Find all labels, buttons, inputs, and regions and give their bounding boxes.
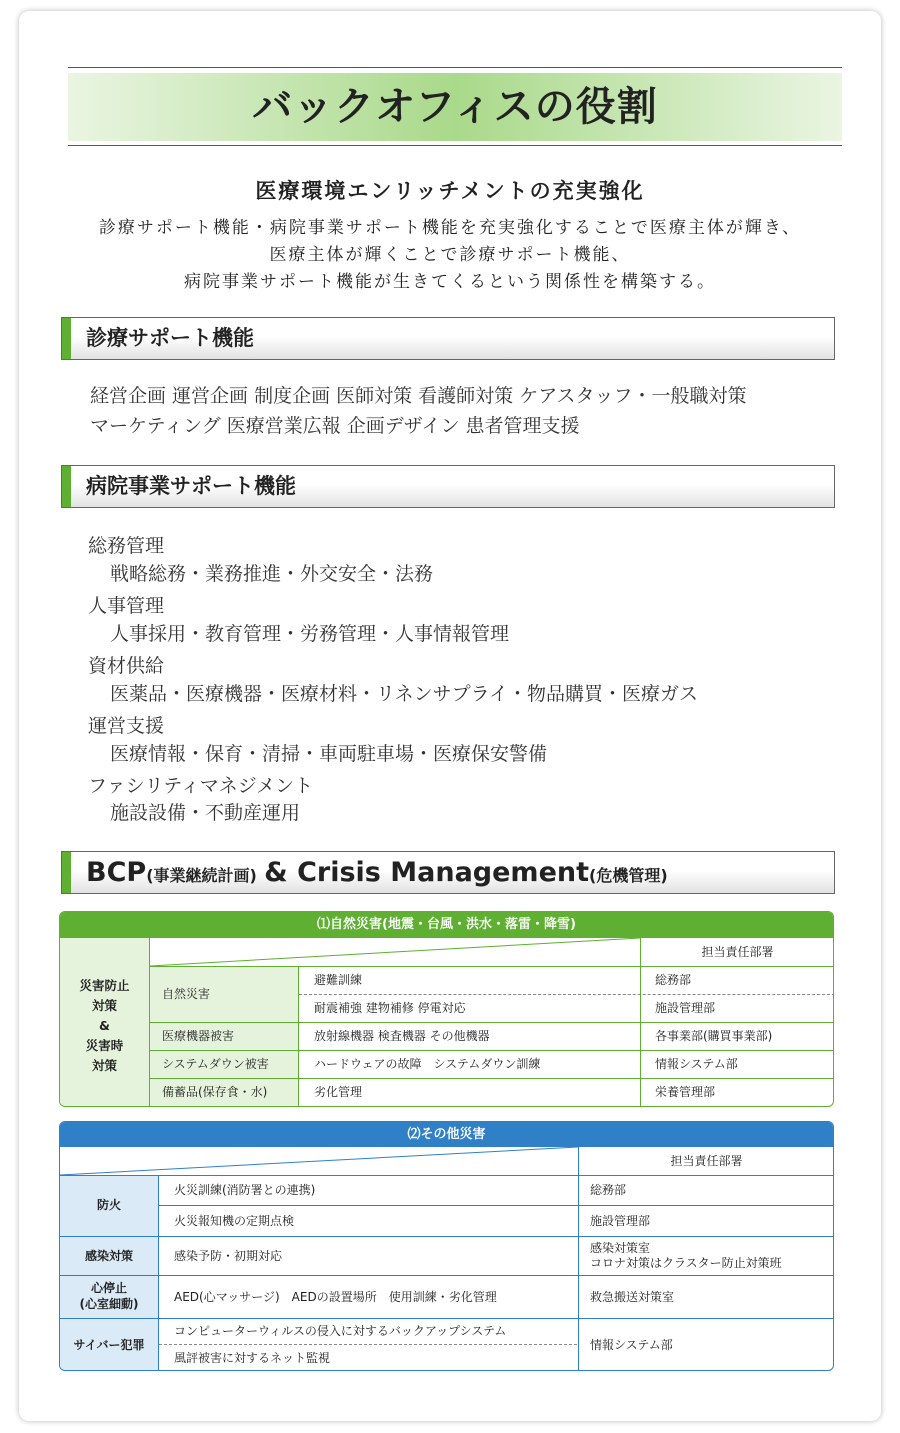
- category-line: 対策: [91, 1058, 117, 1073]
- infection-dept-line: 感染対策室: [590, 1241, 651, 1255]
- intro-line-2: 医療主体が輝くことで診療サポート機能、: [269, 245, 631, 265]
- section-clinical-support: [61, 317, 835, 360]
- disaster-dept: 総務部: [655, 973, 692, 987]
- infection-dept: [590, 1241, 782, 1271]
- page-title: バックオフィスの役割: [252, 84, 658, 130]
- crisis-label: & Crisis Management: [264, 857, 590, 888]
- diagonal-header-line: [150, 938, 640, 966]
- diagonal-header-line: [60, 1147, 578, 1175]
- disaster-type: 備蓄品(保存食・水): [162, 1085, 268, 1099]
- section-accent-bar: [62, 852, 71, 893]
- fire-action: 火災報知機の定期点検: [174, 1214, 295, 1228]
- category-line: 災害防止: [79, 978, 130, 993]
- bcp-subtext: (事業継続計画): [146, 866, 257, 885]
- group-title: ファシリティマネジメント: [88, 775, 314, 797]
- section-heading: [86, 852, 668, 896]
- group-detail: 戦略総務・業務推進・外交安全・法務: [110, 563, 434, 585]
- bcp-label: BCP: [86, 857, 147, 888]
- category-line: (心室細動): [79, 1297, 139, 1311]
- disaster-type: 自然災害: [162, 987, 211, 1001]
- group-title: 人事管理: [88, 595, 165, 617]
- fire-dept: 総務部: [590, 1183, 627, 1197]
- fire-action: 火災訓練(消防署との連携): [174, 1183, 316, 1197]
- disaster-action: 耐震補強 建物補修 停電対応: [314, 1001, 466, 1015]
- section-accent-bar: [62, 466, 71, 507]
- category-line: 災害時: [85, 1038, 124, 1053]
- table-header: ⑵その他災害: [60, 1122, 833, 1147]
- disaster-dept: 情報システム部: [655, 1057, 738, 1071]
- col-divider: [149, 938, 150, 1107]
- natural-disaster-table: [59, 911, 834, 1107]
- dept-header: 担当責任部署: [670, 1154, 743, 1168]
- table-header: ⑴自然災害(地震・台風・洪水・落雷・降雪): [60, 912, 833, 938]
- disaster-action: 放射線機器 検査機器 その他機器: [314, 1029, 490, 1043]
- category-infection: 感染対策: [84, 1249, 133, 1263]
- disaster-dept: 各事業部(購買事業部): [655, 1029, 773, 1043]
- section-accent-bar: [62, 318, 71, 359]
- infection-action: 感染予防・初期対応: [174, 1249, 283, 1263]
- disaster-dept: 栄養管理部: [655, 1085, 716, 1099]
- group-title: 総務管理: [88, 535, 165, 557]
- cyber-action: コンピューターウィルスの侵入に対するバックアップシステム: [174, 1324, 507, 1338]
- col-divider: [578, 1147, 579, 1371]
- crisis-subtext: (危機管理): [589, 866, 668, 885]
- group-detail: 人事採用・教育管理・労務管理・人事情報管理: [110, 623, 510, 645]
- disaster-action: ハードウェアの故障 システムダウン訓練: [314, 1057, 541, 1071]
- category-line: 対策: [91, 998, 117, 1013]
- col-divider: [298, 966, 299, 1107]
- fire-dept: 施設管理部: [590, 1214, 651, 1228]
- cardiac-dept: 救急搬送対策室: [590, 1290, 675, 1304]
- disaster-type: 医療機器被害: [162, 1029, 235, 1043]
- title-top-rule: [68, 67, 842, 68]
- category-label: [60, 976, 149, 1076]
- disaster-action: 劣化管理: [314, 1085, 363, 1099]
- section-heading: 診療サポート機能: [86, 326, 254, 350]
- section-heading: 病院事業サポート機能: [86, 474, 296, 498]
- section-bcp: [61, 851, 835, 894]
- disaster-type: システムダウン被害: [162, 1057, 269, 1071]
- subtitle: 医療環境エンリッチメントの充実強化: [255, 179, 645, 203]
- other-disaster-table: [59, 1121, 834, 1371]
- intro-line-1: 診療サポート機能・病院事業サポート機能を充実強化することで医療主体が輝き、: [98, 218, 802, 238]
- section-hospital-support: [61, 465, 835, 508]
- intro-line-3: 病院事業サポート機能が生きてくるという関係性を構築する。: [184, 272, 716, 292]
- group-title: 運営支援: [88, 715, 165, 737]
- title-bottom-rule: [68, 145, 842, 146]
- cardiac-action: AED(心マッサージ) AEDの設置場所 使用訓練・劣化管理: [174, 1290, 497, 1304]
- group-detail: 医療情報・保育・清掃・車両駐車場・医療保安警備: [110, 743, 548, 765]
- category-line: 心停止: [90, 1281, 127, 1295]
- col-divider: [640, 938, 641, 1107]
- clinical-support-line-2: マーケティング 医療営業広報 企画デザイン 患者管理支援: [90, 415, 580, 437]
- col-divider: [158, 1175, 159, 1371]
- group-detail: 施設設備・不動産運用: [110, 802, 301, 824]
- cyber-dept: 情報システム部: [590, 1338, 673, 1352]
- category-line: &: [99, 1018, 110, 1033]
- category-cardiac: [60, 1280, 158, 1312]
- group-title: 資材供給: [88, 655, 165, 677]
- disaster-dept: 施設管理部: [655, 1001, 716, 1015]
- row-divider: [149, 966, 834, 967]
- dept-header: 担当責任部署: [701, 945, 774, 959]
- group-detail: 医薬品・医療機器・医療材料・リネンサプライ・物品購買・医療ガス: [110, 683, 699, 705]
- category-cyber: サイバー犯罪: [73, 1338, 145, 1352]
- disaster-action: 避難訓練: [314, 973, 363, 987]
- clinical-support-line-1: 経営企画 運営企画 制度企画 医師対策 看護師対策 ケアスタッフ・一般職対策: [90, 385, 747, 407]
- cyber-action: 風評被害に対するネット監視: [174, 1351, 331, 1365]
- category-fire: 防火: [96, 1198, 121, 1212]
- infection-dept-line: コロナ対策はクラスター防止対策班: [590, 1256, 782, 1270]
